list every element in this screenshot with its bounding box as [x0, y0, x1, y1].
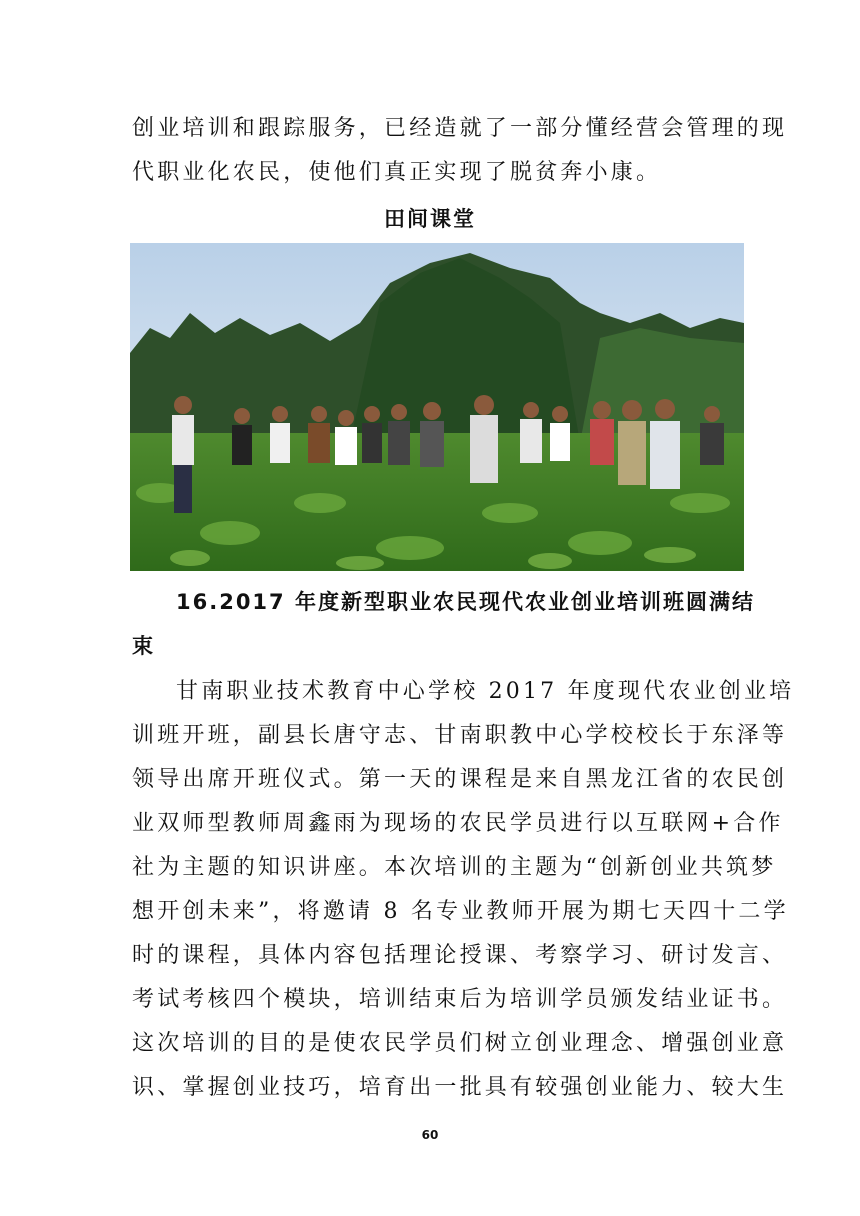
- page-number: 60: [421, 1128, 439, 1142]
- body-line-2: 训班开班，副县长唐守志、甘南职教中心学校校长于东泽等: [132, 723, 788, 748]
- section-title-line-1: 2017 年度新型职业农民现代农业创业培训班圆满结: [219, 590, 755, 614]
- intro-line-1: 创业培训和跟踪服务，已经造就了一部分懂经营会管理的现: [132, 116, 788, 141]
- section-number: 16.: [176, 590, 220, 614]
- body-line-8: 考试考核四个模块，培训结束后为培训学员颁发结业证书。: [132, 987, 788, 1012]
- body-line-4: 业双师型教师周鑫雨为现场的农民学员进行以互联网+合作: [132, 811, 784, 836]
- body-line-1: 甘南职业技术教育中心学校 2017 年度现代农业创业培: [176, 679, 795, 704]
- body-line-5: 社为主题的知识讲座。本次培训的主题为“创新创业共筑梦: [132, 855, 777, 880]
- body-line-10: 识、掌握创业技巧，培育出一批具有较强创业能力、较大生: [132, 1075, 788, 1100]
- field-class-photo: [130, 243, 744, 571]
- section-heading-line-1: [176, 586, 755, 618]
- section-title-line-2: 束: [132, 634, 155, 658]
- body-line-7: 时的课程，具体内容包括理论授课、考察学习、研讨发言、: [132, 943, 788, 968]
- body-line-3: 领导出席开班仪式。第一天的课程是来自黑龙江省的农民创: [132, 767, 788, 792]
- intro-line-2: 代职业化农民，使他们真正实现了脱贫奔小康。: [132, 160, 662, 185]
- photo-caption: 田间课堂: [384, 207, 476, 231]
- body-line-9: 这次培训的目的是使农民学员们树立创业理念、增强创业意: [132, 1031, 788, 1056]
- body-line-6: 想开创未来”，将邀请 8 名专业教师开展为期七天四十二学: [132, 899, 789, 924]
